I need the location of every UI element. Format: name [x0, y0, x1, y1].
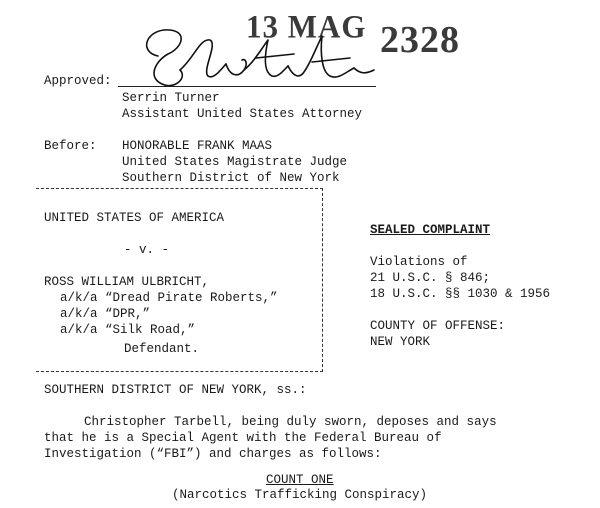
- plaintiff-name: UNITED STATES OF AMERICA: [44, 211, 225, 225]
- county-value: NEW YORK: [370, 335, 431, 349]
- docket-stamp-prefix: 13 MAG: [246, 8, 367, 45]
- before-label: Before:: [44, 139, 97, 153]
- county-label: COUNTY OF OFFENSE:: [370, 319, 506, 333]
- alias-line: a/k/a “Silk Road,”: [60, 323, 196, 337]
- approved-title: Assistant United States Attorney: [122, 107, 363, 121]
- signature-image: [118, 18, 378, 96]
- judge-name: HONORABLE FRANK MAAS: [122, 139, 273, 153]
- alias-line: a/k/a “DPR,”: [60, 307, 151, 321]
- count-title: COUNT ONE: [266, 473, 334, 487]
- defendant-name: ROSS WILLIAM ULBRICHT,: [44, 275, 210, 289]
- body-line: Christopher Tarbell, being duly sworn, deposes and says: [84, 415, 497, 429]
- violation-item: 18 U.S.C. §§ 1030 & 1956: [370, 287, 551, 301]
- violations-label: Violations of: [370, 255, 468, 269]
- complaint-title: SEALED COMPLAINT: [370, 223, 491, 237]
- docket-stamp-number: 2328: [380, 19, 460, 61]
- approved-label: Approved:: [44, 74, 112, 88]
- count-subtitle: (Narcotics Trafficking Conspiracy): [172, 488, 428, 502]
- versus-text: - v. -: [124, 243, 170, 257]
- alias-line: a/k/a “Dread Pirate Roberts,”: [60, 291, 278, 305]
- violation-item: 21 U.S.C. § 846;: [370, 271, 491, 285]
- defendant-label: Defendant.: [124, 342, 200, 356]
- district-line: SOUTHERN DISTRICT OF NEW YORK, ss.:: [44, 383, 307, 397]
- judge-title: United States Magistrate Judge: [122, 155, 348, 169]
- body-line: that he is a Special Agent with the Federal Bureau of: [44, 431, 442, 445]
- approved-name: Serrin Turner: [122, 91, 220, 105]
- body-line: Investigation (“FBI”) and charges as follows:: [44, 447, 382, 461]
- judge-district: Southern District of New York: [122, 171, 340, 185]
- signature-line: [118, 86, 376, 87]
